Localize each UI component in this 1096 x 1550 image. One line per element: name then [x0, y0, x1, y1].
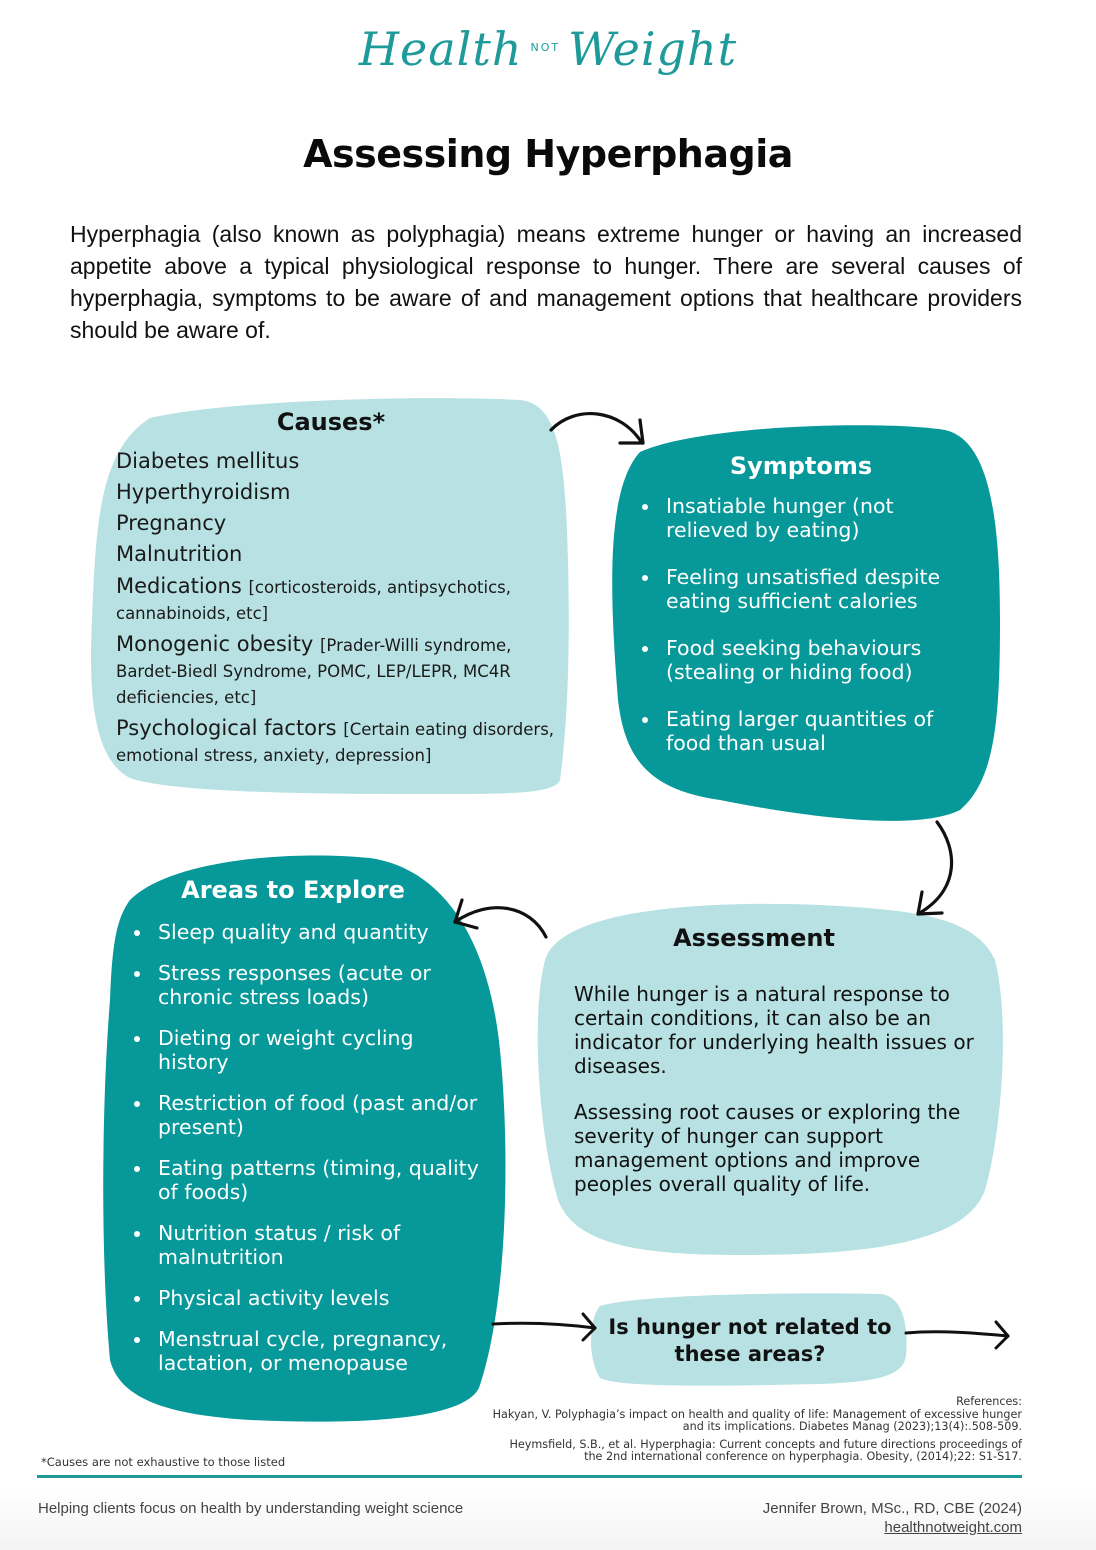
cause-item [116, 632, 556, 710]
area-item: Nutrition status / risk of malnutrition [128, 1221, 488, 1269]
arrow-areas-to-question [493, 1314, 595, 1340]
cause-item [116, 477, 556, 508]
symptom-item: Eating larger quantities of food than usual [636, 707, 976, 755]
cause-name: Pregnancy [116, 511, 227, 535]
page-title: Assessing Hyperphagia [303, 132, 793, 176]
areas-title: Areas to Explore [181, 876, 405, 904]
symptom-item: Feeling unsatisfied despite eating sufficient calories [636, 565, 976, 613]
brand-logo [0, 22, 1096, 76]
cause-name: Medications [116, 574, 242, 598]
logo-weight: Weight [568, 22, 738, 76]
symptoms-title: Symptoms [729, 452, 873, 480]
cause-name: Malnutrition [116, 542, 243, 566]
arrow-symptoms-to-assessment [918, 822, 952, 914]
footer-divider [37, 1475, 1022, 1478]
arrow-causes-to-symptoms [551, 414, 643, 443]
assessment-paragraph: While hunger is a natural response to certain conditions, it can also be an indicator for underlying health issues or diseases. [574, 982, 974, 1078]
logo-health: Health [358, 22, 523, 76]
cause-item [116, 716, 556, 768]
cause-item [116, 508, 556, 539]
assessment-section [574, 924, 974, 1218]
area-item: Restriction of food (past and/or present) [128, 1091, 488, 1139]
question-text: Is hunger not related to these areas? [608, 1315, 892, 1366]
footer-tagline: Helping clients focus on health by understanding weight science [38, 1500, 464, 1517]
website-link[interactable]: healthnotweight.com [884, 1519, 1022, 1536]
arrow-question-out [906, 1322, 1008, 1348]
cause-name: Monogenic obesity [116, 632, 314, 656]
area-item: Stress responses (acute or chronic stress loads) [128, 961, 488, 1009]
symptoms-list [636, 494, 976, 755]
area-item: Physical activity levels [128, 1286, 488, 1310]
areas-section [128, 876, 488, 1392]
symptom-item: Food seeking behaviours (stealing or hiding food) [636, 636, 976, 684]
cause-detail: [Prader-Willi syndrome, Bardet-Biedl Syndrome, POMC, LEP/LEPR, MC4R deficiencies, etc] [116, 636, 512, 707]
area-item: Sleep quality and quantity [128, 920, 488, 944]
assessment-paragraph: Assessing root causes or exploring the severity of hunger can support management options and improve peoples overall quality of life. [574, 1100, 961, 1196]
cause-item [116, 446, 556, 477]
assessment-title: Assessment [673, 924, 835, 952]
cause-item [116, 539, 556, 570]
cause-detail: [Certain eating disorders, emotional stress, anxiety, depression] [116, 720, 555, 765]
area-item: Eating patterns (timing, quality of foods) [128, 1156, 488, 1204]
causes-title: Causes* [276, 408, 386, 436]
areas-list [128, 920, 488, 1375]
symptom-item: Insatiable hunger (not relieved by eating) [636, 494, 976, 542]
cause-detail: [corticosteroids, antipsychotics, cannabinoids, etc] [116, 578, 512, 623]
author-credit: Jennifer Brown, MSc., RD, CBE (2024) [762, 1500, 1022, 1517]
intro-paragraph: Hyperphagia (also known as polyphagia) means extreme hunger or having an increased appetite above a typical physiological response to hunger. There are several causes of hyperphagia, symptoms to be aware of and management options that healthcare providers should be aware of. [70, 221, 1022, 343]
cause-name: Psychological factors [116, 716, 337, 740]
references-label: References: [956, 1395, 1022, 1408]
area-item: Dieting or weight cycling history [128, 1026, 488, 1074]
footer-author-block [763, 1499, 1022, 1537]
logo-not: NOT [530, 40, 561, 54]
symptoms-section [636, 452, 976, 778]
reference-item: Hakyan, V. Polyphagia’s impact on health and quality of life: Management of excessive hunger and its implications. Diabetes Manag (2023);13(4):.508-509. [492, 1407, 1022, 1433]
causes-footnote: *Causes are not exhaustive to those listed [41, 1455, 286, 1469]
causes-section [116, 408, 556, 774]
reference-item: Heymsfield, S.B., et al. Hyperphagia: Current concepts and future directions proceedings of the 2nd international conference on hyperphagia. Obesity, (2014);22: S1-S17. [509, 1437, 1022, 1463]
area-item: Menstrual cycle, pregnancy, lactation, or menopause [128, 1327, 488, 1375]
cause-item [116, 574, 556, 626]
references [490, 1396, 1022, 1469]
cause-name: Hyperthyroidism [116, 480, 291, 504]
cause-name: Diabetes mellitus [116, 449, 300, 473]
